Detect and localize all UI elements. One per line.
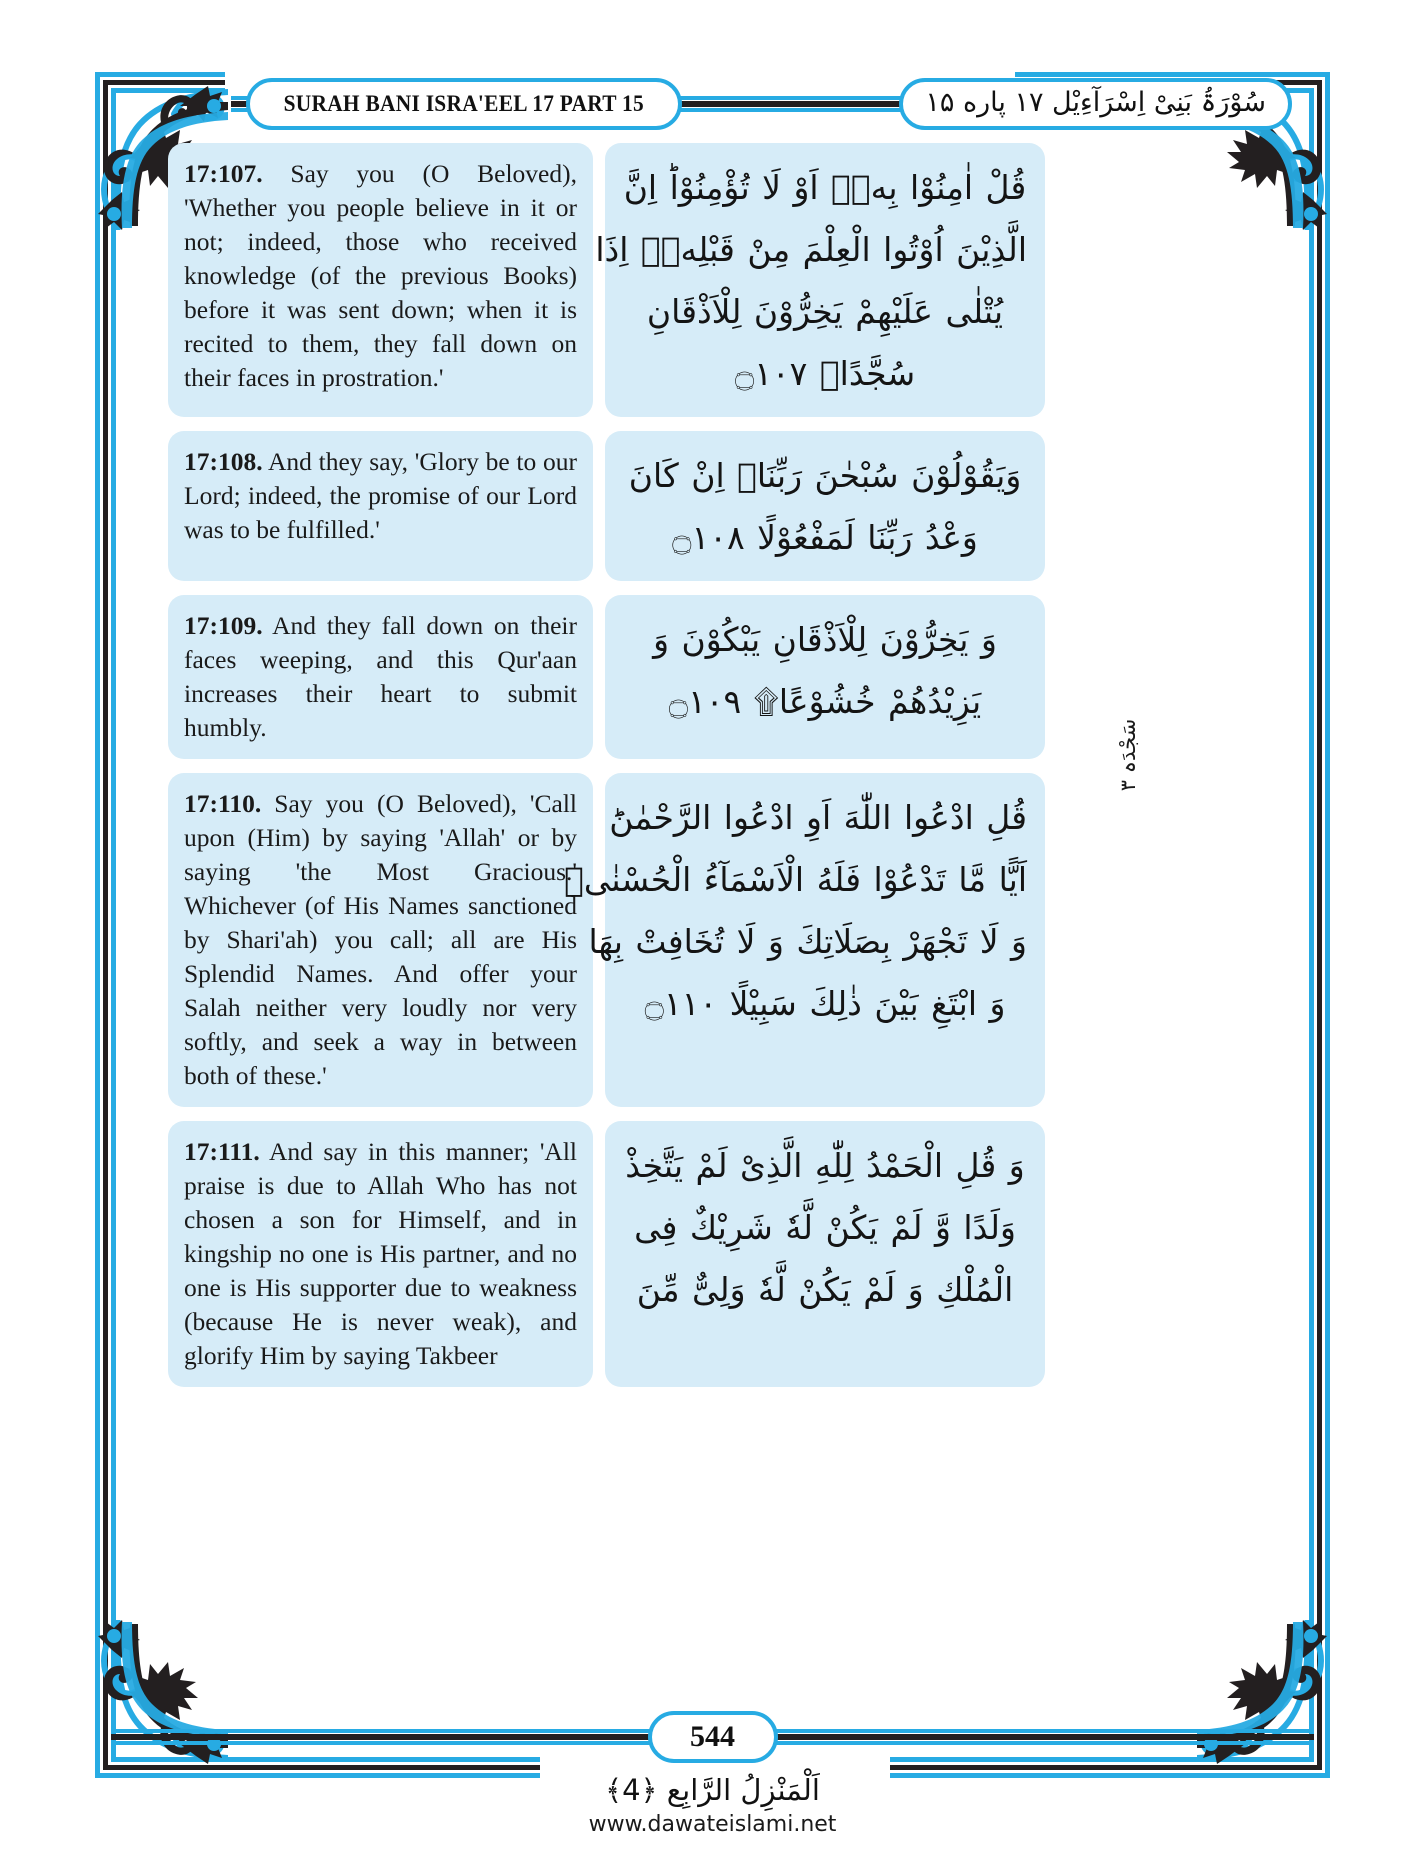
verse-translation: And say in this manner; 'All praise is due to Allah Who has not chosen a son for Himself, and in kingship no one is His partner, and no one is His supporter due to weakness (because He is never weak), and glorify Him by saying Takbeer [184,1137,577,1370]
arabic-line: وَ لَا تَجْهَرْ بِصَلَاتِكَ وَ لَا تُخَافِتْ بِهَا [588,922,1027,961]
translation-panel [168,431,593,581]
page-number-text: 544 [690,1720,735,1753]
verse-translation: Say you (O Beloved), 'Call upon (Him) by saying 'Allah' or by saying 'the Most Gracious.' Whichever (of His Names sanctioned by Shari'ah) you call; all are His Splendid Names. And offer your Salah neither very loudly nor very softly, and seek a way in between both of these.' [184,789,577,1090]
corner-ornament-bottom-right [1197,1620,1347,1790]
translation-panel [168,1121,593,1387]
arabic-panel [605,595,1045,759]
arabic-panel [595,143,1045,417]
arabic-line: وَ ابْتَغِ بَیْنَ ذٰلِكَ سَبِیْلًا ۝۱۱۰ [644,984,1006,1023]
corner-ornament-bottom-left [78,1620,228,1790]
sajda-marker-label: سَجْدَہ ۳ [1116,718,1140,792]
verse-number: 17:111. [184,1137,260,1166]
verse-number: 17:108. [184,447,263,476]
page-header [111,78,1314,130]
arabic-line: وَ قُلِ الْحَمْدُ لِلّٰهِ الَّذِیْ لَمْ یَتَّخِذْ [625,1146,1025,1185]
arabic-line: الْمُلْكِ وَ لَمْ یَكُنْ لَّهٗ وَلِیٌّ مِّنَ [636,1270,1014,1309]
arabic-line: قُلْ اٰمِنُوْا بِهٖۤ اَوْ لَا تُؤْمِنُوْاؕ اِنَّ [623,168,1027,207]
para-title-text: سُوْرَۃُ بَنِیْ اِسْرَآءِیْل ۱۷ پاره ۱۵ [925,86,1266,118]
arabic-line: اَیًّا مَّا تَدْعُوْا فَلَهُ الْاَسْمَآءُ الْحُسْنٰىۚ [564,860,1027,899]
arabic-panel [605,1121,1045,1387]
arabic-panel [605,431,1045,581]
verse-row [168,1121,1058,1387]
arabic-line: الَّذِیْنَ اُوْتُوا الْعِلْمَ مِنْ قَبْلِهٖۤ اِذَا [595,230,1027,269]
arabic-line: وَ یَخِرُّوْنَ لِلْاَذْقَانِ یَبْكُوْنَ وَ [653,620,997,659]
verse-row [168,431,1058,581]
verse-number: 17:107. [184,159,263,188]
verse-row [168,143,1058,417]
verse-row [168,595,1058,759]
verse-translation: And they say, 'Glory be to our Lord; indeed, the promise of our Lord was to be fulfilled.' [184,447,577,544]
manzil-label: اَلْمَنْزِلُ الرَّابِع ﴿4﴾ [605,1773,820,1807]
arabic-line: یُتْلٰى عَلَیْهِمْ یَخِرُّوْنَ لِلْاَذْقَانِ [646,292,1004,331]
surah-title-text: SURAH BANI ISRA'EEL 17 PART 15 [283,91,644,116]
website-url: www.dawateislami.net [588,1812,837,1837]
translation-panel [168,595,593,759]
verse-number: 17:109. [184,611,263,640]
translation-panel [168,143,593,417]
page-footer [111,1712,1314,1762]
verse-translation: Say you (O Beloved), 'Whether you people believe in it or not; indeed, those who received knowledge (of the previous Books) before it was sent down; when it is recited to them, they fall down on their faces in prostration.' [184,159,577,392]
translation-panel [168,773,593,1107]
para-title-pill [899,78,1292,130]
arabic-line: یَزِیْدُهُمْ خُشُوْعًا۩ ۝۱۰۹ [668,682,982,721]
arabic-panel [564,773,1045,1107]
verse-row [168,773,1058,1107]
verse-list [168,143,1058,1401]
arabic-line: وَلَدًا وَّ لَمْ یَكُنْ لَّهٗ شَرِیْكٌ فِی [634,1208,1016,1247]
arabic-line: وَیَقُوْلُوْنَ سُبْحٰنَ رَبِّنَاۤ اِنْ كَانَ [628,456,1022,495]
verse-number: 17:110. [184,789,262,818]
sajda-side-marker [1108,690,1148,820]
arabic-line: قُلِ ادْعُوا اللّٰهَ اَوِ ادْعُوا الرَّحْمٰنَؕ [609,798,1027,837]
arabic-line: وَعْدُ رَبِّنَا لَمَفْعُوْلًا ۝۱۰۸ [672,518,978,557]
surah-title-pill [246,78,682,130]
verse-translation: And they fall down on their faces weeping, and this Qur'aan increases their heart to submit humbly. [184,611,577,742]
arabic-line: سُجَّدًاۙ ۝۱۰۷ [734,354,916,393]
page-number-pill [648,1711,778,1763]
